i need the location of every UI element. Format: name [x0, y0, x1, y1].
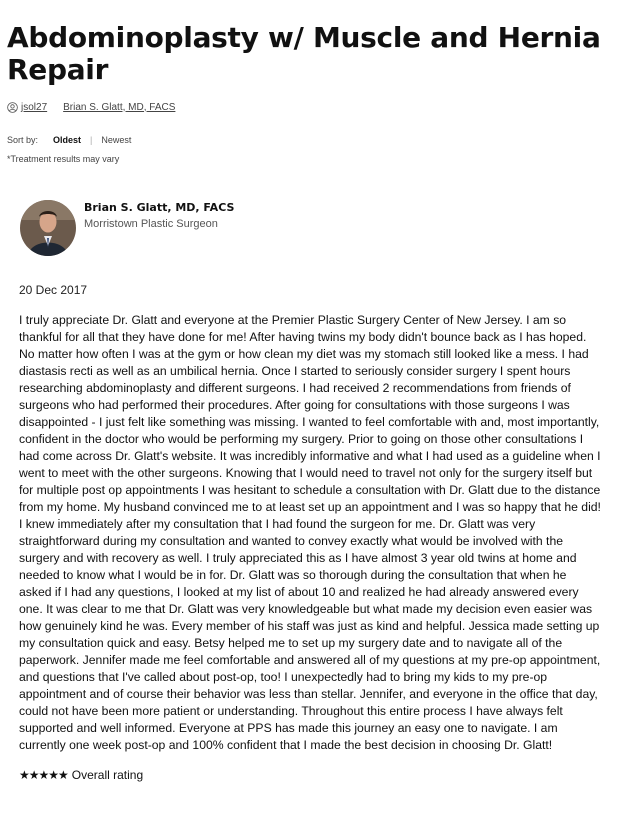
doctor-photo	[20, 200, 76, 256]
page-title: Abdominoplasty w/ Muscle and Hernia Repair	[7, 21, 601, 86]
sort-label: Sort by:	[7, 135, 39, 145]
user-circle-icon	[7, 102, 18, 113]
doctor-subtitle: Morristown Plastic Surgeon	[84, 218, 218, 230]
doctor-avatar[interactable]	[20, 200, 76, 256]
doctor-name[interactable]: Brian S. Glatt, MD, FACS	[84, 201, 235, 214]
doctor-info	[84, 201, 234, 230]
username-link[interactable]: jsol27	[21, 101, 48, 113]
overall-rating	[19, 768, 619, 782]
sort-option-newest[interactable]: Newest	[101, 135, 132, 145]
sort-option-oldest[interactable]: Oldest	[53, 135, 82, 145]
sort-divider: |	[90, 135, 93, 145]
star-rating-icon: ★★★★★	[19, 768, 68, 782]
review-date: 20 Dec 2017	[19, 283, 88, 297]
review-body: I truly appreciate Dr. Glatt and everyone at the Premier Plastic Surgery Center of New Jersey. I am so thankful for all that they have done for me! After having twins my body didn't bounce back as I has hoped. No matter how often I was at the gym or how clean my diet was my stomach still looked like a mess. I had diastasis recti as well as an umbilical hernia. Once I started to seriously consider surgery I spent hours researching abdominoplasty and different surgeons. I had received 2 recommendations from friends of surgeons who had performed their procedures. After going for consultations with those surgeons I was disappointed - I just felt like something was missing. I wanted to feel comfortable with and, most importantly, confident in the doctor who would be performing my surgery. Prior to going on those other consultations I had come across Dr. Glatt's website. It was incredibly informative and what I had used as a guideline when I went to meet with the other surgeons. Knowing that I would need to travel not only for the surgery itself but for multiple post op appointments I was hesitant to schedule a consultation with Dr. Glatt due to the distance from my home. My husband convinced me to at least set up an appointment and I was so happy that he did! I knew immediately after my consultation that I had found the surgeon for me. Dr. Glatt was very straightforward during my consultation and wanted to convey exactly what would be involved with the surgery and with recovery as well. I truly appreciated this as I have almost 3 year old twins at home and needed to know what I would be in for. Dr. Glatt was so thorough during the consultation that when he asked if I had any questions, I looked at my list of about 10 and realized he had already answered every one. It was clear to me that Dr. Glatt was very knowledgeable but what made my decision even easier was how genuinely kind he was. Every member of his staff was just as kind and helpful. Jessica made setting up my consultation quick and easy. Betsy helped me to set up my surgery date and to navigate all of the paperwork. Jennifer made me feel comfortable and answered all of my questions at my pre-op appointment, and questions that I've called about post-op, too! I unexpectedly had to bring my kids to my pre-op appointment and of course their behavior was less than stellar. Jennifer, and everyone in the office that day, could not have been more patient or understanding. Throughout this entire process I have always felt supported and well informed. Everyone at PPS has made this journey an easy one to navigate. I am currently one week post-op and 100% confident that I made the best decision in choosing Dr. Glatt!	[19, 313, 601, 752]
review-meta	[7, 100, 619, 114]
rating-label: Overall rating	[71, 768, 144, 782]
sort-bar	[7, 134, 619, 146]
review-card	[7, 200, 619, 782]
doctor-link[interactable]: Brian S. Glatt, MD, FACS	[63, 101, 176, 113]
treatment-disclaimer: *Treatment results may vary	[7, 154, 120, 164]
doctor-header	[19, 200, 619, 256]
